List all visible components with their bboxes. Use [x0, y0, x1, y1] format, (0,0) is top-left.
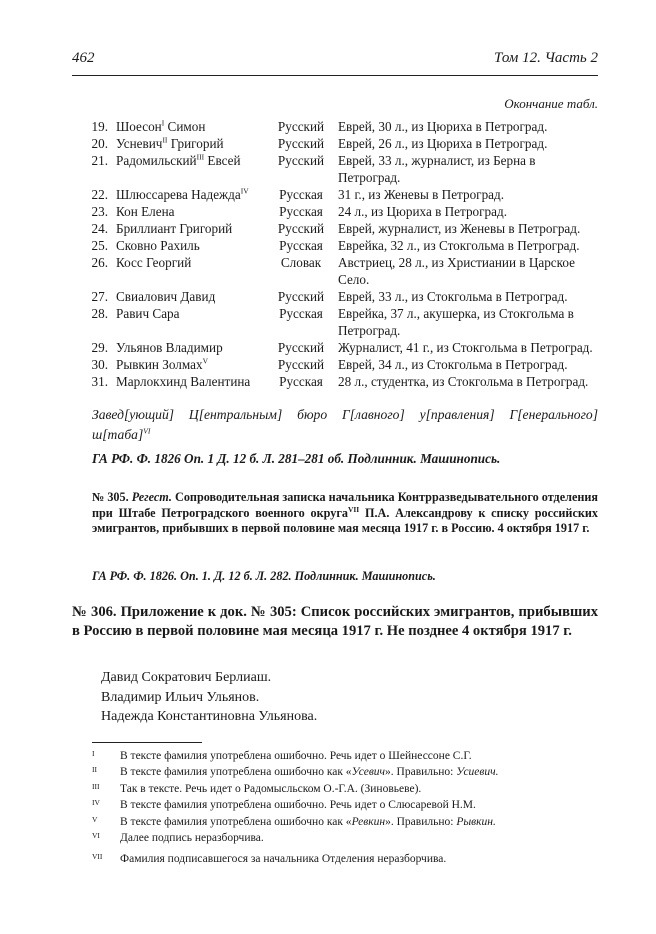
person-name-rest: Григорий [167, 136, 224, 151]
row-number: 21. [91, 153, 108, 168]
document-305-regest [92, 490, 598, 537]
row-name [116, 237, 268, 254]
footnote-text: В тексте фамилия употреблена ошибочно как « [120, 815, 352, 828]
person-name: Косс Георгий [116, 255, 192, 270]
person-name: Рывкин Золмах [116, 357, 203, 372]
footnote-ref: II [162, 135, 168, 145]
table-row [72, 305, 598, 339]
row-nationality: Русский [277, 136, 325, 151]
footnote-text: Ревкин [351, 815, 386, 828]
emigrants-table [72, 118, 598, 390]
signature-text: Завед[ующий] Ц[ентральным] бюро Г[лавного] у[правления] Г[енерального] ш[таба] [92, 407, 598, 442]
row-name [116, 254, 268, 288]
row-description: Австриец, 28 л., из Христиании в Царское Село. [338, 255, 575, 287]
footnote-text: Так в тексте. Речь идет о Радомысльском О.-Г.А. (Зиновьеве). [120, 782, 422, 795]
row-description: Еврейка, 32 л., из Стокгольма в Петроград. [338, 238, 580, 253]
footnote-text: В тексте фамилия употреблена ошибочно как « [120, 766, 352, 779]
footnote-text: ». Правильно: [385, 815, 457, 828]
footnote-text: Рывкин. [456, 815, 496, 828]
row-name [116, 220, 268, 237]
row-name [116, 373, 268, 390]
row-nationality: Русская [279, 374, 323, 389]
row-nationality: Русская [279, 306, 323, 321]
row-number: 26. [91, 255, 108, 270]
footnote-mark: III [92, 781, 100, 791]
footnote-mark: VII [92, 852, 103, 862]
table-row [72, 237, 598, 254]
row-number: 30. [91, 357, 108, 372]
list-item: Надежда Константиновна Ульянова. [101, 709, 318, 724]
person-name: Бриллиант Григорий [116, 221, 233, 236]
row-number: 25. [91, 238, 108, 253]
row-name [116, 339, 268, 356]
header-rule [72, 75, 598, 76]
row-name [116, 288, 268, 305]
row-number: 19. [91, 119, 108, 134]
person-name: Кон Елена [116, 204, 175, 219]
row-nationality: Русский [277, 340, 325, 355]
row-name [116, 203, 268, 220]
list-item: Давид Сократович Берлиаш. [101, 670, 272, 685]
row-nationality: Русский [277, 153, 325, 168]
footnote-rule [92, 742, 202, 743]
table-row [72, 339, 598, 356]
footnote-text: Усиевич. [456, 766, 499, 779]
source-reference: ГА РФ. Ф. 1826 Оп. 1 Д. 12 б. Л. 281–281 об. Подлинник. Машинопись. [92, 451, 501, 466]
row-nationality: Русский [277, 289, 325, 304]
footnote [92, 851, 598, 867]
row-nationality: Русская [279, 187, 323, 202]
person-name: Марлокхинд Валентина [116, 374, 251, 389]
emigrants-table-body [72, 118, 598, 390]
document-306-title: № 306. Приложение к док. № 305: Список российских эмигрантов, прибывших в Россию в первой половине мая месяца 1917 г. Не позднее 4 октября 1917 г. [72, 604, 598, 639]
page-number: 462 [72, 50, 95, 66]
row-number: 22. [91, 187, 108, 202]
footnote [92, 748, 598, 764]
footnote-mark: I [92, 749, 95, 758]
row-number: 20. [91, 136, 108, 151]
row-description: Еврейка, 37 л., акушерка, из Стокгольма в Петроград. [338, 306, 574, 338]
table-row [72, 220, 598, 237]
footnote [92, 764, 598, 780]
source-reference: ГА РФ. Ф. 1826. Оп. 1. Д. 12 б. Л. 282. Подлинник. Машинопись. [92, 569, 436, 583]
row-nationality: Словак [280, 255, 322, 270]
person-name: Свиалович Давид [116, 289, 216, 304]
row-number: 31. [91, 374, 108, 389]
table-row [72, 118, 598, 135]
footnote-text: Усевич [351, 766, 386, 779]
names-list [101, 668, 317, 727]
row-nationality: Русская [279, 238, 323, 253]
table-row [72, 373, 598, 390]
row-number: 23. [91, 204, 108, 219]
footnote-text: ». Правильно: [385, 766, 457, 779]
footnote-mark: IV [92, 798, 100, 808]
footnote-mark: II [92, 765, 97, 775]
person-name-rest: Симон [164, 119, 206, 134]
row-name [116, 118, 268, 135]
volume-title: Том 12. Часть 2 [494, 50, 598, 66]
doc-number: № 305. [92, 490, 129, 504]
row-name [116, 152, 268, 186]
table-continuation-label: Окончание табл. [504, 96, 598, 111]
row-description: 31 г., из Женевы в Петроград. [338, 187, 505, 202]
person-name-rest: Евсей [204, 153, 241, 168]
regest-text: Сопроводительная записка начальника Контрразведывательного отделения при Штабе Петроградского военного округа [92, 490, 598, 520]
row-description: Еврей, журналист, из Женевы в Петроград. [338, 221, 581, 236]
person-name: Равич Сара [116, 306, 180, 321]
row-nationality: Русский [277, 221, 325, 236]
list-item: Владимир Ильич Ульянов. [101, 689, 260, 705]
row-description: 24 л., из Цюриха в Петроград. [338, 204, 507, 219]
footnotes [92, 748, 598, 868]
row-description: Еврей, 33 л., журналист, из Берна в Петроград. [338, 153, 536, 185]
regest-label: Регест. [131, 490, 172, 504]
footnote-text: В тексте фамилия употреблена ошибочно. Речь идет о Шейнессоне С.Г. [120, 750, 472, 762]
row-description: Журналист, 41 г., из Стокгольма в Петроград. [338, 340, 593, 355]
footnote-ref: VI [143, 426, 151, 436]
footnote-ref: I [161, 118, 165, 128]
table-row [72, 356, 598, 373]
row-description: Еврей, 34 л., из Стокгольма в Петроград. [338, 357, 568, 372]
row-description: Еврей, 33 л., из Стокгольма в Петроград. [338, 289, 568, 304]
footnote-text: Фамилия подписавшегося за начальника Отделения неразборчива. [120, 853, 447, 866]
person-name: Радомильский [116, 153, 197, 168]
footnote-ref: VII [347, 504, 360, 514]
table-row [72, 254, 598, 288]
row-nationality: Русский [277, 119, 325, 134]
footnote-text: В тексте фамилия употреблена ошибочно. Речь идет о Слюсаревой Н.М. [120, 799, 476, 812]
regest-text-continued: П.А. Александрову к списку российских эмигрантов, прибывших в первой половине мая месяца 1917 г. в Россию. 4 октября 1917 г. [92, 505, 598, 535]
footnote [92, 797, 598, 813]
footnote [92, 781, 598, 797]
row-description: Еврей, 30 л., из Цюриха в Петроград. [338, 119, 548, 134]
row-nationality: Русская [279, 204, 323, 219]
row-name [116, 135, 268, 152]
table-row [72, 288, 598, 305]
row-description: Еврей, 26 л., из Цюриха в Петроград. [338, 136, 548, 151]
row-name [116, 305, 268, 339]
person-name: Шлюссарева Надежда [116, 187, 241, 202]
table-row [72, 135, 598, 152]
person-name: Усневич [116, 136, 163, 151]
signature-line [92, 405, 598, 445]
row-number: 27. [91, 289, 108, 304]
row-number: 28. [91, 306, 108, 321]
row-number: 24. [91, 221, 108, 236]
person-name: Ульянов Владимир [116, 340, 223, 355]
footnote [92, 814, 598, 830]
footnote-mark: VI [92, 831, 100, 841]
row-description: 28 л., студентка, из Стокгольма в Петроград. [338, 374, 589, 389]
footnote-text: Далее подпись неразборчива. [120, 832, 264, 845]
footnote-ref: III [196, 152, 205, 162]
footnote-ref: V [202, 356, 208, 366]
footnote-ref: IV [240, 186, 249, 196]
row-number: 29. [91, 340, 108, 355]
footnote [92, 830, 598, 846]
table-row [72, 203, 598, 220]
row-nationality: Русский [277, 357, 325, 372]
running-header [72, 50, 598, 74]
row-name [116, 356, 268, 373]
footnote-mark: V [92, 814, 98, 824]
table-row [72, 186, 598, 203]
person-name: Сковно Рахиль [116, 238, 200, 253]
table-row [72, 152, 598, 186]
person-name: Шоесон [116, 119, 162, 134]
row-name [116, 186, 268, 203]
